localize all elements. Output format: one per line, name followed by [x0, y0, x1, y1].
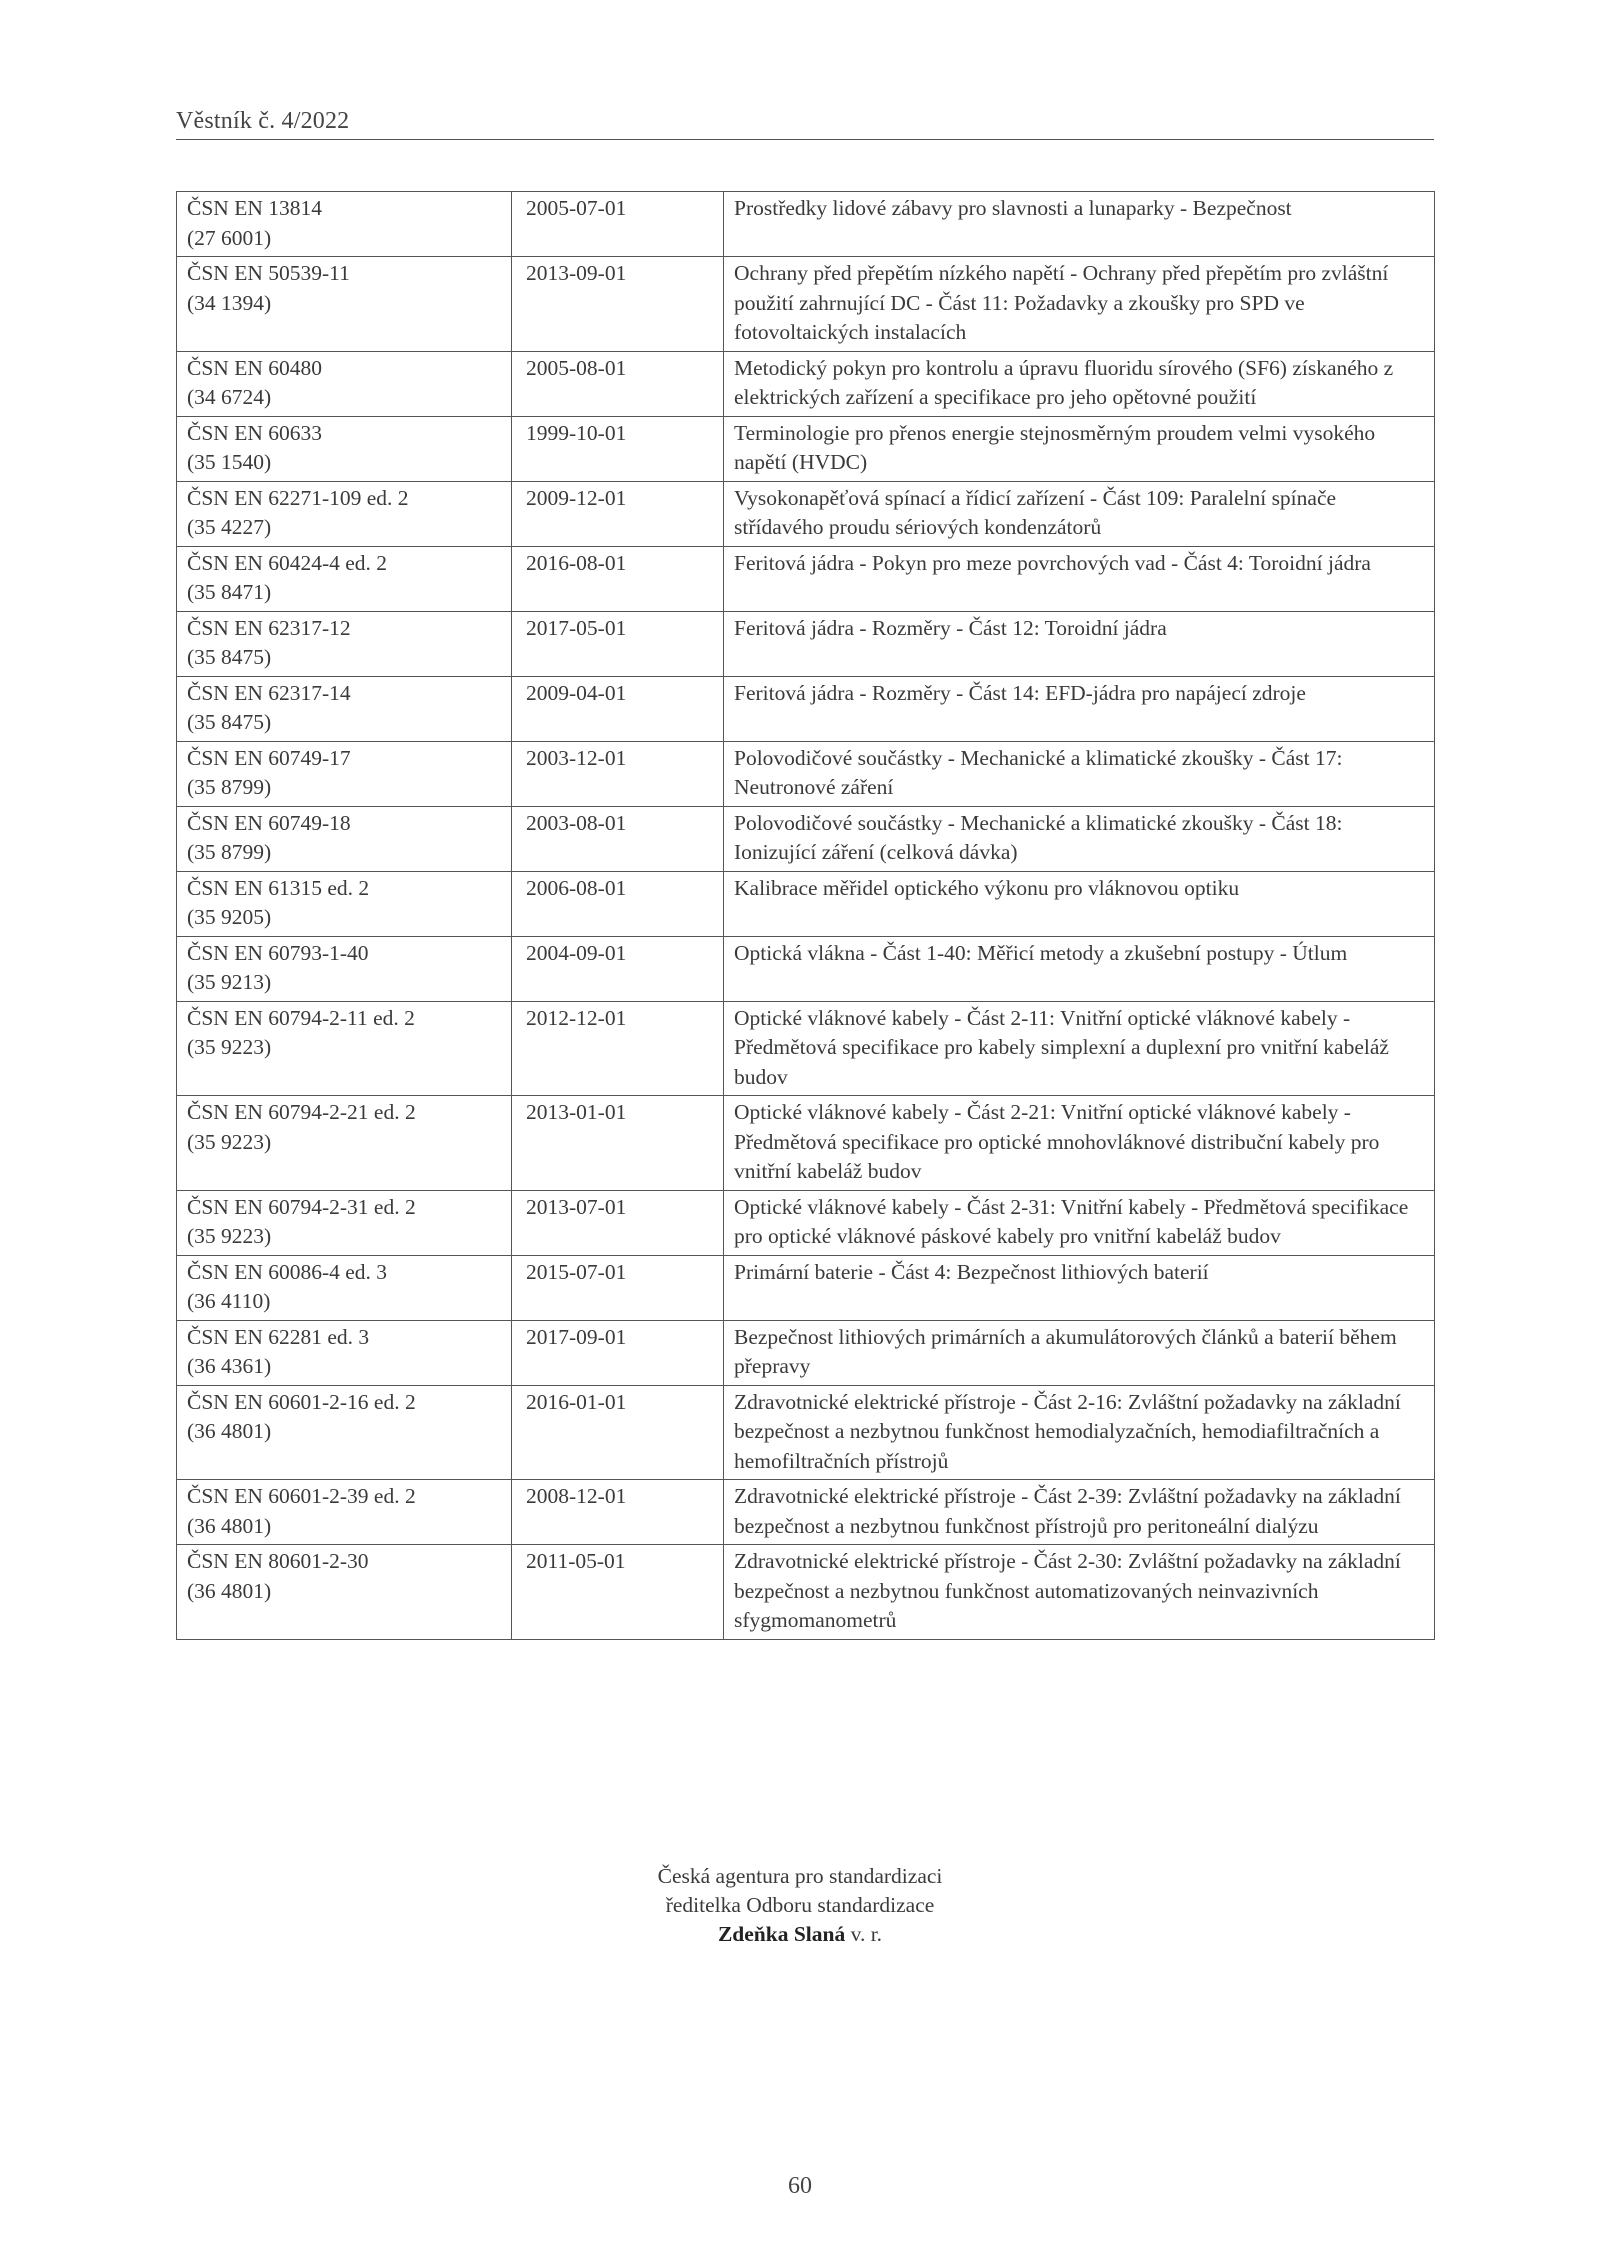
standard-title: Optické vláknové kabely - Část 2-21: Vnitřní optické vláknové kabely - Předmětová specifikace pro optické mnohovláknové distribuční kabely pro vnitřní kabeláž budov [724, 1096, 1435, 1191]
standard-title: Feritová jádra - Pokyn pro meze povrchových vad - Část 4: Toroidní jádra [724, 546, 1435, 611]
classification-number: (35 1540) [187, 450, 272, 474]
standard-title: Zdravotnické elektrické přístroje - Část 2-16: Zvláštní požadavky na základní bezpečnost a nezbytnou funkčnost hemodialyzačních, hemodiafiltračních a hemofiltračních přístrojů [724, 1385, 1435, 1480]
standard-code: ČSN EN 60793-1-40 [187, 940, 369, 965]
table-row [177, 1096, 1435, 1191]
table-row [177, 546, 1435, 611]
standard-designation-cell [177, 546, 512, 611]
standard-designation-cell [177, 936, 512, 1001]
signer-suffix: v. r. [845, 1922, 883, 1946]
effective-date: 2009-04-01 [512, 676, 724, 741]
standard-title: Feritová jádra - Rozměry - Část 14: EFD-jádra pro napájecí zdroje [724, 676, 1435, 741]
standard-title: Primární baterie - Část 4: Bezpečnost lithiových baterií [724, 1255, 1435, 1320]
standard-designation-cell [177, 1096, 512, 1191]
standard-title: Vysokonapěťová spínací a řídicí zařízení - Část 109: Paralelní spínače střídavého proudu sériových kondenzátorů [724, 481, 1435, 546]
effective-date: 2003-12-01 [512, 741, 724, 806]
standard-code: ČSN EN 80601-2-30 [187, 1549, 369, 1573]
standard-code: ČSN EN 62271-109 ed. 2 [187, 485, 409, 510]
standards-table [176, 191, 1435, 1640]
standard-code: ČSN EN 60749-18 [187, 810, 351, 835]
standard-designation-cell [177, 1480, 512, 1545]
classification-number: (35 9223) [187, 1035, 272, 1059]
standard-title: Prostředky lidové zábavy pro slavnosti a lunaparky - Bezpečnost [724, 192, 1435, 257]
standards-table-body [177, 192, 1435, 1640]
standard-title: Feritová jádra - Rozměry - Část 12: Toroidní jádra [724, 611, 1435, 676]
classification-number: (35 8475) [187, 645, 272, 669]
standard-code: ČSN EN 62317-14 [187, 680, 351, 705]
standard-designation-cell [177, 1001, 512, 1096]
standard-designation-cell [177, 611, 512, 676]
classification-number: (35 9205) [187, 905, 272, 929]
classification-number: (27 6001) [187, 225, 272, 250]
standard-designation-cell [177, 351, 512, 416]
effective-date: 2013-09-01 [512, 257, 724, 352]
effective-date: 2012-12-01 [512, 1001, 724, 1096]
organization-name: Česká agentura pro standardizaci [657, 1864, 943, 1888]
classification-number: (35 9213) [187, 970, 272, 994]
classification-number: (34 6724) [187, 385, 272, 409]
classification-number: (34 1394) [187, 290, 272, 315]
table-row [177, 1190, 1435, 1255]
standard-designation-cell [177, 806, 512, 871]
standard-designation-cell [177, 1320, 512, 1385]
standard-designation-cell [177, 1190, 512, 1255]
table-row [177, 741, 1435, 806]
signature-block [0, 1862, 1600, 1949]
standard-code: ČSN EN 60424-4 ed. 2 [187, 550, 388, 575]
standard-code: ČSN EN 60794-2-21 ed. 2 [187, 1100, 416, 1124]
effective-date: 2006-08-01 [512, 871, 724, 936]
classification-number: (36 4801) [187, 1513, 272, 1538]
table-row [177, 1001, 1435, 1096]
standard-designation-cell [177, 481, 512, 546]
effective-date: 2016-08-01 [512, 546, 724, 611]
standard-code: ČSN EN 60601-2-16 ed. 2 [187, 1389, 416, 1414]
effective-date: 2011-05-01 [512, 1545, 724, 1640]
effective-date: 2003-08-01 [512, 806, 724, 871]
classification-number: (36 4361) [187, 1354, 272, 1378]
standard-title: Metodický pokyn pro kontrolu a úpravu fluoridu sírového (SF6) získaného z elektrických zařízení a specifikace pro jeho opětovné použití [724, 351, 1435, 416]
standard-title: Bezpečnost lithiových primárních a akumulátorových článků a baterií během přepravy [724, 1320, 1435, 1385]
standard-title: Polovodičové součástky - Mechanické a klimatické zkoušky - Část 17: Neutronové záření [724, 741, 1435, 806]
effective-date: 2004-09-01 [512, 936, 724, 1001]
bulletin-title: Věstník č. 4/2022 [176, 108, 350, 134]
table-row [177, 1545, 1435, 1640]
effective-date: 2017-09-01 [512, 1320, 724, 1385]
effective-date: 2015-07-01 [512, 1255, 724, 1320]
signer-position: ředitelka Odboru standardizace [665, 1893, 935, 1917]
standard-title: Kalibrace měřidel optického výkonu pro vláknovou optiku [724, 871, 1435, 936]
signer-line [0, 1920, 1600, 1949]
effective-date: 2005-08-01 [512, 351, 724, 416]
standard-designation-cell [177, 416, 512, 481]
standard-designation-cell [177, 1545, 512, 1640]
standard-title: Ochrany před přepětím nízkého napětí - Ochrany před přepětím pro zvláštní použití zahrnující DC - Část 11: Požadavky a zkoušky pro SPD ve fotovoltaických instalacích [724, 257, 1435, 352]
standard-designation-cell [177, 871, 512, 936]
classification-number: (35 9223) [187, 1129, 272, 1154]
classification-number: (35 8799) [187, 840, 272, 864]
classification-number: (35 8799) [187, 775, 272, 799]
standard-code: ČSN EN 61315 ed. 2 [187, 875, 370, 900]
table-row [177, 257, 1435, 352]
table-row [177, 481, 1435, 546]
table-row [177, 806, 1435, 871]
standard-designation-cell [177, 192, 512, 257]
table-row [177, 416, 1435, 481]
standard-designation-cell [177, 1255, 512, 1320]
standard-title: Optické vláknové kabely - Část 2-11: Vnitřní optické vláknové kabely - Předmětová specifikace pro kabely simplexní a duplexní pro vnitřní kabeláž budov [724, 1001, 1435, 1096]
standard-code: ČSN EN 60794-2-11 ed. 2 [187, 1005, 415, 1030]
effective-date: 1999-10-01 [512, 416, 724, 481]
standard-code: ČSN EN 13814 [187, 196, 322, 220]
table-row [177, 936, 1435, 1001]
effective-date: 2005-07-01 [512, 192, 724, 257]
effective-date: 2013-01-01 [512, 1096, 724, 1191]
classification-number: (36 4801) [187, 1578, 272, 1603]
table-row [177, 1255, 1435, 1320]
standard-title: Polovodičové součástky - Mechanické a klimatické zkoušky - Část 18: Ionizující záření (celková dávka) [724, 806, 1435, 871]
effective-date: 2009-12-01 [512, 481, 724, 546]
standard-title: Zdravotnické elektrické přístroje - Část 2-30: Zvláštní požadavky na základní bezpečnost a nezbytnou funkčnost automatizovaných neinvazivních sfygmomanometrů [724, 1545, 1435, 1640]
table-row [177, 871, 1435, 936]
standard-title: Zdravotnické elektrické přístroje - Část 2-39: Zvláštní požadavky na základní bezpečnost a nezbytnou funkčnost přístrojů pro peritoneální dialýzu [724, 1480, 1435, 1545]
classification-number: (35 9223) [187, 1224, 272, 1248]
standard-code: ČSN EN 60633 [187, 420, 322, 445]
standard-designation-cell [177, 1385, 512, 1480]
table-row [177, 611, 1435, 676]
table-row [177, 676, 1435, 741]
classification-number: (35 4227) [187, 515, 272, 539]
standard-code: ČSN EN 60794-2-31 ed. 2 [187, 1194, 416, 1219]
classification-number: (36 4801) [187, 1419, 272, 1443]
standard-designation-cell [177, 741, 512, 806]
standard-code: ČSN EN 60480 [187, 355, 322, 380]
signer-name: Zdeňka Slaná [717, 1922, 846, 1946]
table-row [177, 192, 1435, 257]
table-row [177, 1480, 1435, 1545]
classification-number: (35 8471) [187, 580, 272, 604]
effective-date: 2013-07-01 [512, 1190, 724, 1255]
table-row [177, 1320, 1435, 1385]
standard-designation-cell [177, 257, 512, 352]
standard-code: ČSN EN 60749-17 [187, 745, 351, 770]
classification-number: (35 8475) [187, 710, 272, 734]
table-row [177, 351, 1435, 416]
standard-code: ČSN EN 62281 ed. 3 [187, 1324, 370, 1349]
page-header [176, 108, 1434, 140]
classification-number: (36 4110) [187, 1289, 271, 1313]
standard-designation-cell [177, 676, 512, 741]
effective-date: 2008-12-01 [512, 1480, 724, 1545]
table-row [177, 1385, 1435, 1480]
effective-date: 2016-01-01 [512, 1385, 724, 1480]
standard-title: Terminologie pro přenos energie stejnosměrným proudem velmi vysokého napětí (HVDC) [724, 416, 1435, 481]
effective-date: 2017-05-01 [512, 611, 724, 676]
page-number: 60 [788, 2173, 812, 2199]
standard-title: Optická vlákna - Část 1-40: Měřicí metody a zkušební postupy - Útlum [724, 936, 1435, 1001]
standard-title: Optické vláknové kabely - Část 2-31: Vnitřní kabely - Předmětová specifikace pro optické vláknové páskové kabely pro vnitřní kabeláž budov [724, 1190, 1435, 1255]
standard-code: ČSN EN 60086-4 ed. 3 [187, 1259, 388, 1284]
standard-code: ČSN EN 60601-2-39 ed. 2 [187, 1484, 416, 1508]
standard-code: ČSN EN 50539-11 [187, 261, 350, 285]
standard-code: ČSN EN 62317-12 [187, 615, 351, 640]
